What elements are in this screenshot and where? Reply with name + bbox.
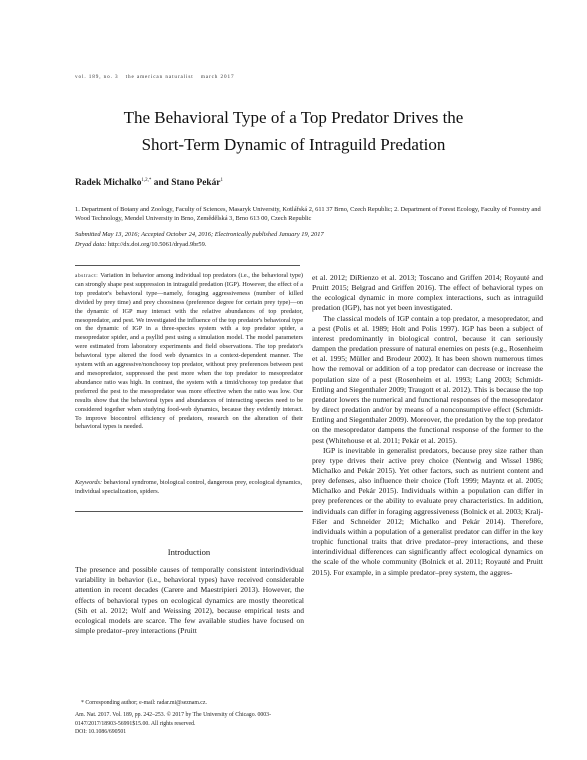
keywords: [75, 479, 303, 497]
dryad-data: [75, 241, 206, 248]
doi: DOI: 10.1086/690501: [75, 729, 127, 736]
article-title: [40, 104, 547, 158]
paragraph: et al. 2012; DiRienzo et al. 2013; Toscano and Griffen 2014; Royauté and Pruitt 2015; Belgrad and Griffen 2016). The effect of behavioral types on the ecological dynamic in more complex interactions, such as intraguild predation (IGP), has not yet been investigated.: [312, 273, 543, 313]
abstract-label: abstract:: [75, 273, 99, 279]
abstract-text: Variation in behavior among individual top predators (i.e., the behavioral type) can strongly shape pest suppression in intraguild predation (IGP). However, the effect of a top predator's behavioral type—namely, foraging aggressiveness (number of killed divided by prey time) and prey choosiness (preference degree for certain prey type)—on the dynamic of IGP may interact with the relative abundances of top predator, mesopredator, and pest. We investigated the influence of the top predator's behavioral type on the dynamic of IGP in a three-species system with a top predator spider, a mesopredator spider, and a psyllid pest using a simulation model. The model parameters were estimated from laboratory experiments and field observations. The top predator's behavioral type altered the food web dynamics in a context-dependent manner. The system with an aggressive/nonchoosy top predator, without prey preferences between pest and mesopredator, suppressed the pest more when the top predator to mesopredator abundance ratio was high. In contrast, the system with a timid/choosy top predator that preferred the pest to the mesopredator was more effective when the ratio was low. Our results show that the behavioral types and abundances of interacting species need to be considered together when studying food-web dynamics, because they evidently interact. To improve biocontrol efficiency of predators, research on the alteration of their behavioral types is needed.: [75, 272, 303, 431]
footnote: [75, 699, 307, 737]
author-2-affil: 1: [220, 178, 223, 183]
introduction-text: The presence and possible causes of temporally consistent interindividual variability in behavior (i.e., behavioral types) have received considerable attention in recent decades (Carere and Maestripieri 2013). However, the effects of behavioral types on ecological dynamics are mostly theoretical (Sih et al. 2012; Wolf and Weissing 2012), because empirical tests and ecological models are scarce. The few available studies have focused on simple predator–prey interactions (Pruitt: [75, 565, 304, 636]
corresponding-author: * Corresponding author; e-mail: radar.mi@seznam.cz.: [81, 700, 207, 706]
author-and: and: [151, 178, 172, 189]
section-heading-introduction: Introduction: [167, 547, 211, 557]
right-column: [312, 273, 543, 578]
keywords-text: behavioral syndrome, biological control, dangerous prey, ecological dynamics, individual specialization, spiders.: [75, 479, 303, 495]
keywords-label: Keywords:: [75, 479, 103, 486]
paragraph: The classical models of IGP contain a top predator, a mesopredator, and a pest (Polis et al. 1989; Holt and Polis 1997). IGP has been a subject of interest predominantly in biological control, because it can seriously dampen the predation pressure of natural enemies on pests (e.g., Rosenheim et al. 1995; Müller and Brodeur 2002). It has been shown numerous times how the removal or addition of a top predator can decrease or increase the population size of a pest (Rosenheim et al. 1993; Lang 2003; Schmidt-Entling and Siegenthaler 2009; Traugott et al. 2012). This is because the top predator lowers the numerical and functional responses of the mesopredator by direct predation and/or by means of a nonconsumptive effect (Schmidt-Entling and Siegenthaler 2009). Moreover, the predation by the top predator on the mesopredator dampens the functional response of the former to the pest (Whitehouse et al. 2011; Pekár et al. 2015).: [312, 313, 543, 445]
running-head: [75, 74, 239, 80]
affiliations: 1. Department of Botany and Zoology, Faculty of Sciences, Masaryk University, Kotlářská 2, 611 37 Brno, Czech Republic; 2. Department of Forest Ecology, Faculty of Forestry and Wood Technology, Mendel University in Brno, Zemědělská 3, Brno 613 00, Czech Republic: [75, 206, 541, 222]
citation-info: Am. Nat. 2017. Vol. 189, pp. 242–253. © 2017 by The University of Chicago. 0003-0147/2017/18903-56991$15.00. All rights reserved.: [75, 712, 272, 727]
author-list: [75, 178, 223, 188]
abstract-bottom-rule: [75, 511, 303, 512]
running-head-volume: vol. 189, no. 3: [75, 74, 119, 80]
title-line-2: Short-Term Dynamic of Intraguild Predation: [141, 135, 446, 154]
running-head-journal: the american naturalist: [125, 74, 194, 80]
author-1-affil: 1,2,*: [141, 178, 152, 183]
author-1: Radek Michalko: [75, 178, 142, 189]
submission-dates: Submitted May 13, 2016; Accepted October 24, 2016; Electronically published January 19, 2017: [75, 231, 324, 238]
dryad-link[interactable]: http://dx.doi.org/10.5061/dryad.9br59.: [106, 241, 207, 248]
title-line-1: The Behavioral Type of a Top Predator Drives the: [123, 108, 464, 127]
dryad-label: Dryad data:: [75, 241, 107, 248]
running-head-date: march 2017: [200, 74, 235, 80]
abstract-top-rule: [75, 265, 300, 266]
paragraph: IGP is inevitable in generalist predators, because prey size rather than prey type drives their active prey choice (Nentwig and Wissel 1986; Michalko and Pekár 2015). Yet other factors, such as nutrient content and prey defenses, also influence their choice (Toft 1999; Mayntz et al. 2005; Michalko and Pekár 2015). Individuals within a population can differ in prey preferences or the ability to evaluate prey characteristics. In addition, individuals can differ in foraging aggressiveness (Bolnick et al. 2003; Kralj-Fišer and Schneider 2012; Michalko and Pekár 2014). Therefore, individuals within a population of a generalist predator can differ in the key trophic functional traits that drive predator–prey interactions, and these interindividual differences can significantly affect ecological dynamics on the scale of the whole community (Bolnick et al. 2011; Royauté and Pruitt 2015). For example, in a simple predator–prey system, the aggres-: [312, 445, 543, 577]
abstract: [75, 272, 303, 432]
author-2: Stano Pekár: [171, 178, 221, 189]
